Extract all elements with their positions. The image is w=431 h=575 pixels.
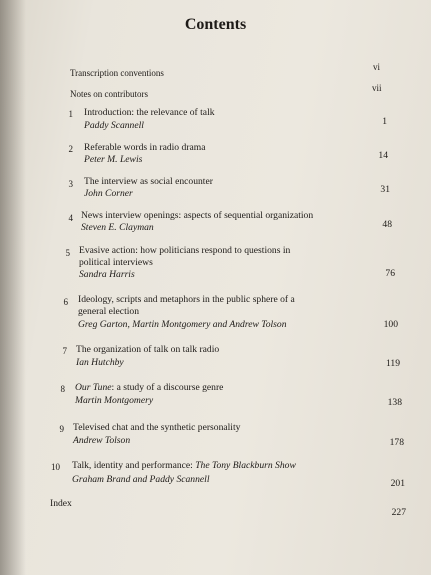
chapter-page: 201 <box>390 478 405 489</box>
chapter-number: 10 <box>51 462 60 472</box>
chapter-page: 48 <box>382 219 392 230</box>
chapter-number: 1 <box>68 109 73 119</box>
chapter-title-line: political interviews <box>79 257 153 268</box>
chapter-number: 4 <box>68 213 73 223</box>
front-matter-label: Transcription conventions <box>70 68 164 78</box>
chapter-title: Introduction: the relevance of talk <box>84 107 215 118</box>
chapter-title-rest: : a study of a discourse genre <box>111 382 224 393</box>
chapter-page: 1 <box>382 116 387 127</box>
chapter-author: John Corner <box>84 188 133 199</box>
chapter-title: The interview as social encounter <box>84 176 213 187</box>
chapter-number: 6 <box>63 297 68 307</box>
chapter-title: Televised chat and the synthetic personality <box>73 422 241 433</box>
chapter-author: Martin Montgomery <box>75 395 154 406</box>
chapter-title-plain: Talk, identity and performance: <box>72 460 196 471</box>
chapter-number: 5 <box>65 248 70 258</box>
chapter-page: 138 <box>387 397 402 408</box>
front-matter-label: Notes on contributors <box>70 89 148 99</box>
chapter-title: Referable words in radio drama <box>84 142 206 153</box>
chapter-title: News interview openings: aspects of sequential organization <box>81 210 314 221</box>
index-page: 227 <box>391 507 406 518</box>
front-matter-page: vii <box>372 83 382 93</box>
chapter-title-line: general election <box>78 306 139 317</box>
chapter-author: Greg Garton, Martin Montgomery and Andrew Tolson <box>78 319 287 330</box>
chapter-author: Paddy Scannell <box>84 120 144 131</box>
chapter-author: Graham Brand and Paddy Scannell <box>72 474 210 485</box>
chapter-number: 8 <box>60 384 65 394</box>
chapter-title-italic: Our Tune <box>75 382 112 393</box>
chapter-author: Peter M. Lewis <box>84 154 143 165</box>
chapter-number: 7 <box>62 346 67 356</box>
chapter-author: Ian Hutchby <box>76 357 124 368</box>
chapter-page: 14 <box>378 150 388 161</box>
chapter-number: 3 <box>68 179 73 189</box>
chapter-title-line: Evasive action: how politicians respond to questions in <box>79 245 291 256</box>
chapter-page: 178 <box>389 437 404 448</box>
chapter-author: Sandra Harris <box>79 269 135 280</box>
chapter-number: 9 <box>59 424 64 434</box>
chapter-title-italic: The Tony Blackburn Show <box>195 460 296 471</box>
page-title: Contents <box>184 16 247 33</box>
chapter-number: 2 <box>68 144 73 154</box>
index-label: Index <box>50 498 72 509</box>
chapter-author: Andrew Tolson <box>73 435 131 446</box>
front-matter-page: vi <box>373 62 381 72</box>
chapter-page: 31 <box>380 184 390 195</box>
chapter-title-line: Ideology, scripts and metaphors in the public sphere of a <box>78 294 295 305</box>
chapter-page: 76 <box>385 268 395 279</box>
chapter-title: The organization of talk on talk radio <box>76 344 220 355</box>
chapter-title <box>72 460 296 472</box>
chapter-author: Steven E. Clayman <box>81 222 154 233</box>
chapter-title <box>75 382 223 394</box>
chapter-page: 100 <box>383 319 398 330</box>
chapter-page: 119 <box>385 358 400 369</box>
page-edge-shadow <box>0 0 26 575</box>
